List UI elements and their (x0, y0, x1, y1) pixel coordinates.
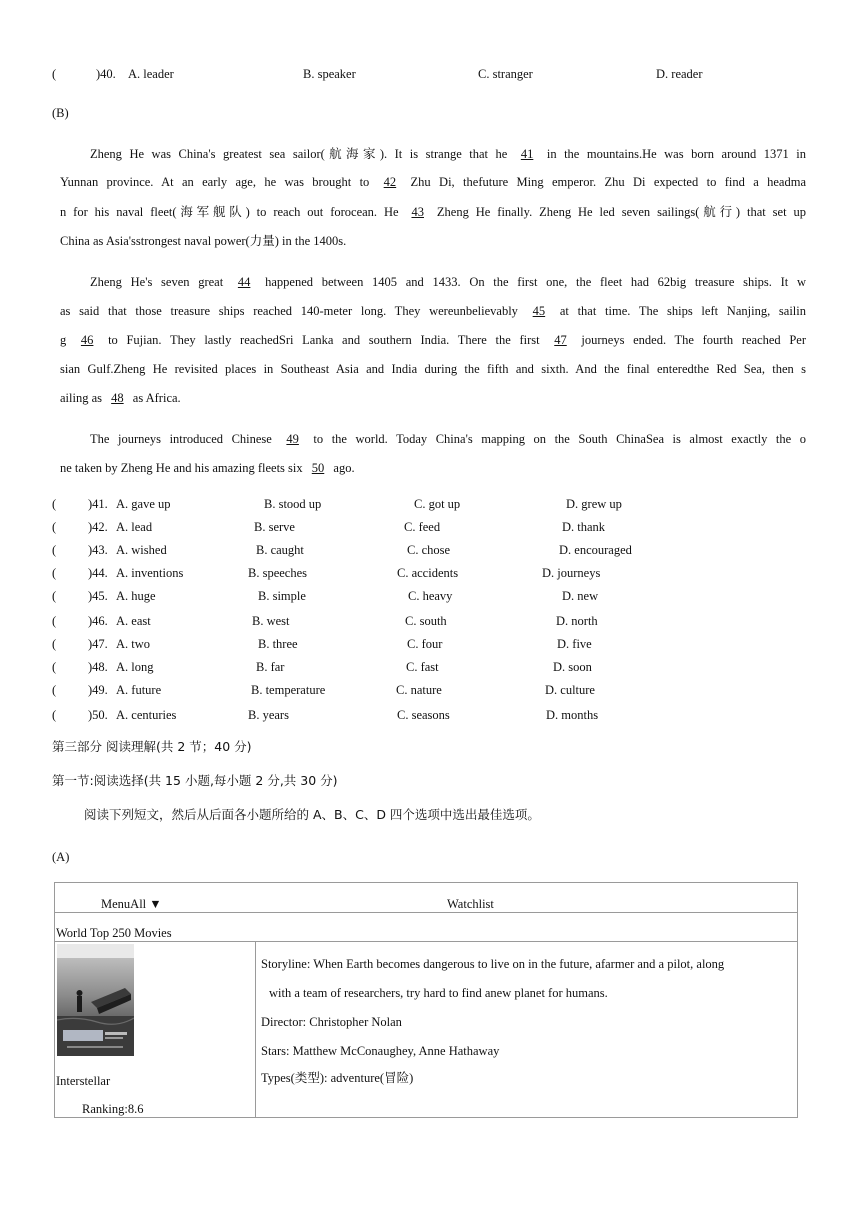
option-b: B. years (248, 708, 289, 722)
passage-line (52, 454, 806, 483)
answer-paren: ( (52, 683, 57, 697)
option-c: C. fast (406, 660, 439, 674)
part3-title: 第三部分 阅读理解(共 2 节；40 分) (52, 739, 252, 754)
blank-41: 41 (520, 147, 534, 161)
passage-text: at that time. The ships left Nanjing, sailin (551, 304, 806, 318)
menu-dropdown[interactable]: MenuAll ▼ (101, 897, 162, 911)
option-d: D. north (556, 614, 598, 628)
option-d: D. thank (562, 520, 606, 534)
answer-paren: ( (52, 520, 57, 534)
option-c: C. seasons (397, 708, 450, 722)
option-a: A. two (116, 637, 151, 651)
option-d: D. five (557, 637, 592, 651)
passage-text: Zheng He finally. Zheng He led seven sailings( (429, 205, 700, 219)
passage-paragraph-2 (52, 268, 806, 413)
blank-44: 44 (237, 275, 251, 289)
question-number: )49. (88, 683, 108, 697)
movie-table (54, 882, 798, 1118)
movie-stars: Stars: Matthew McConaughey, Anne Hathaway (261, 1044, 500, 1058)
option-a: A. leader (128, 67, 174, 81)
question-number: )44. (88, 566, 108, 580)
watchlist-link[interactable]: Watchlist (447, 897, 494, 911)
question-number: )42. (88, 520, 108, 534)
storyline-line-1: Storyline: When Earth becomes dangerous to live on in the future, afarmer and a pilot, along (261, 957, 725, 971)
passage-text: Zheng He was China's greatest sea sailor( (90, 147, 325, 161)
option-c: C. south (405, 614, 447, 628)
passage-text: as Africa. (129, 391, 181, 405)
option-a: A. east (116, 614, 151, 628)
option-d: D. grew up (566, 497, 622, 511)
passage-text: to the world. Today China's mapping on the South ChinaSea is almost exactly the o (304, 432, 806, 446)
option-a: A. inventions (116, 566, 184, 580)
blank-48: 48 (111, 391, 124, 405)
passage-text: ailing as (60, 391, 106, 405)
answer-paren: ( (52, 543, 57, 557)
blank-45: 45 (532, 304, 546, 318)
blank-47: 47 (554, 333, 567, 347)
passage-text: Yunnan province. At an early age, he was brought to (60, 175, 378, 189)
answer-paren: ( (52, 708, 57, 722)
passage-text: ) to reach out forocean. He (245, 205, 406, 219)
passage-paragraph-1 (52, 139, 806, 255)
movie-poster-image (57, 944, 134, 1056)
option-c: C. feed (404, 520, 441, 534)
option-d: D. encouraged (559, 543, 632, 557)
answer-paren: ( (52, 660, 57, 674)
answer-paren: ( (52, 67, 57, 81)
option-c: C. got up (414, 497, 461, 511)
passage-line (52, 197, 806, 226)
table-header-row (55, 883, 798, 913)
passage-text: sian Gulf.Zheng He revisited places in Southeast Asia and India during the fifth and sixth. And the final enteredthe Red Sea, then s (60, 362, 806, 376)
option-b: B. three (258, 637, 298, 651)
passage-line (52, 139, 806, 168)
passage-text: g (60, 333, 75, 347)
instruction: 阅读下列短文，然后从后面各小题所给的 A、B、C、D 四个选项中选出最佳选项。 (84, 807, 540, 822)
passage-line (52, 297, 806, 326)
passage-text: ne taken by Zheng He and his amazing fleets six (60, 461, 306, 475)
chinese-gloss: 航行 (699, 204, 736, 219)
passage-line (52, 226, 806, 255)
passage-text: ago. (330, 461, 355, 475)
passage-text: happened between 1405 and 1433. On the first one, the fleet had 62big treasure ships. It w (256, 275, 806, 289)
table-category-row (55, 913, 798, 942)
passage-text: Zhu Di, thefuture Ming emperor. Zhu Di expected to find a headma (402, 175, 806, 189)
option-b: B. stood up (264, 497, 322, 511)
option-d: D. reader (656, 67, 703, 81)
answer-paren: ( (52, 497, 57, 511)
blank-43: 43 (411, 205, 424, 219)
passage-paragraph-3 (52, 425, 806, 483)
passage-text: in the mountains.He was born around 1371 in (539, 147, 806, 161)
option-a: A. centuries (116, 708, 177, 722)
top-250-label: World Top 250 Movies (56, 926, 172, 940)
question-number: )48. (88, 660, 108, 674)
option-b: B. temperature (251, 683, 326, 697)
option-a: A. long (116, 660, 154, 674)
blank-50: 50 (311, 461, 325, 475)
answer-paren: ( (52, 614, 57, 628)
passage-text: Zheng He's seven great (90, 275, 232, 289)
movie-types: Types(类型): adventure(冒险) (261, 1070, 414, 1085)
question-number: )50. (88, 708, 108, 722)
answer-paren: ( (52, 637, 57, 651)
blank-42: 42 (383, 175, 397, 189)
chinese-gloss: 航海家 (324, 146, 380, 161)
option-d: D. journeys (542, 566, 601, 580)
passage-text: to Fujian. They lastly reachedSri Lanka and southern India. There the first (99, 333, 549, 347)
option-d: D. culture (545, 683, 595, 697)
answer-paren: ( (52, 566, 57, 580)
option-a: A. gave up (116, 497, 171, 511)
question-number: )46. (88, 614, 108, 628)
question-number: )45. (88, 589, 108, 603)
storyline-line-2: with a team of researchers, try hard to find anew planet for humans. (269, 986, 608, 1000)
movie-ranking: Ranking:8.6 (82, 1102, 144, 1116)
option-c: C. stranger (478, 67, 533, 81)
option-b: B. west (252, 614, 290, 628)
option-b: B. simple (258, 589, 306, 603)
passage-text: journeys ended. The fourth reached Per (572, 333, 807, 347)
question-number: )41. (88, 497, 108, 511)
passage-line (52, 355, 806, 384)
passage-line (52, 268, 806, 297)
movie-director: Director: Christopher Nolan (261, 1015, 402, 1029)
passage-text: n for his naval fleet( (60, 205, 177, 219)
option-d: D. months (546, 708, 599, 722)
option-b: B. speeches (248, 566, 308, 580)
passage-text: China as Asia'sstrongest naval power( (60, 234, 250, 248)
passage-line (52, 326, 806, 355)
passage-text: ). It is strange that he (379, 147, 515, 161)
option-a: A. huge (116, 589, 156, 603)
chinese-gloss: 力量 (249, 233, 275, 248)
passage-text: ) that set up (735, 205, 806, 219)
answer-paren: ( (52, 589, 57, 603)
section1-title: 第一节:阅读选择(共 15 小题,每小题 2 分,共 30 分) (52, 773, 338, 788)
option-b: B. far (256, 660, 285, 674)
option-a: A. lead (116, 520, 153, 534)
passage-line (52, 425, 806, 454)
option-a: A. wished (116, 543, 167, 557)
option-c: C. nature (396, 683, 442, 697)
option-c: C. heavy (408, 589, 453, 603)
passage-text: ) in the 1400s. (274, 234, 347, 248)
passage-text: as said that those treasure ships reached 140-meter long. They wereunbelievably (60, 304, 527, 318)
question-number: )40. (96, 67, 116, 81)
question-number: )43. (88, 543, 108, 557)
option-c: C. chose (407, 543, 451, 557)
chinese-gloss: 海军舰队 (176, 204, 246, 219)
section-a-label: (A) (52, 850, 70, 864)
option-b: B. speaker (303, 67, 356, 81)
movie-title: Interstellar (56, 1074, 111, 1088)
option-c: C. accidents (397, 566, 459, 580)
option-b: B. serve (254, 520, 295, 534)
option-c: C. four (407, 637, 443, 651)
blank-49: 49 (286, 432, 299, 446)
passage-text: The journeys introduced Chinese (90, 432, 281, 446)
blank-46: 46 (80, 333, 94, 347)
option-d: D. soon (553, 660, 592, 674)
option-b: B. caught (256, 543, 304, 557)
movie-details-cell (256, 942, 798, 1118)
passage-line (52, 384, 806, 413)
question-number: )47. (88, 637, 108, 651)
section-b-label: (B) (52, 106, 69, 120)
option-a: A. future (116, 683, 162, 697)
option-d: D. new (562, 589, 599, 603)
passage-line (52, 168, 806, 197)
